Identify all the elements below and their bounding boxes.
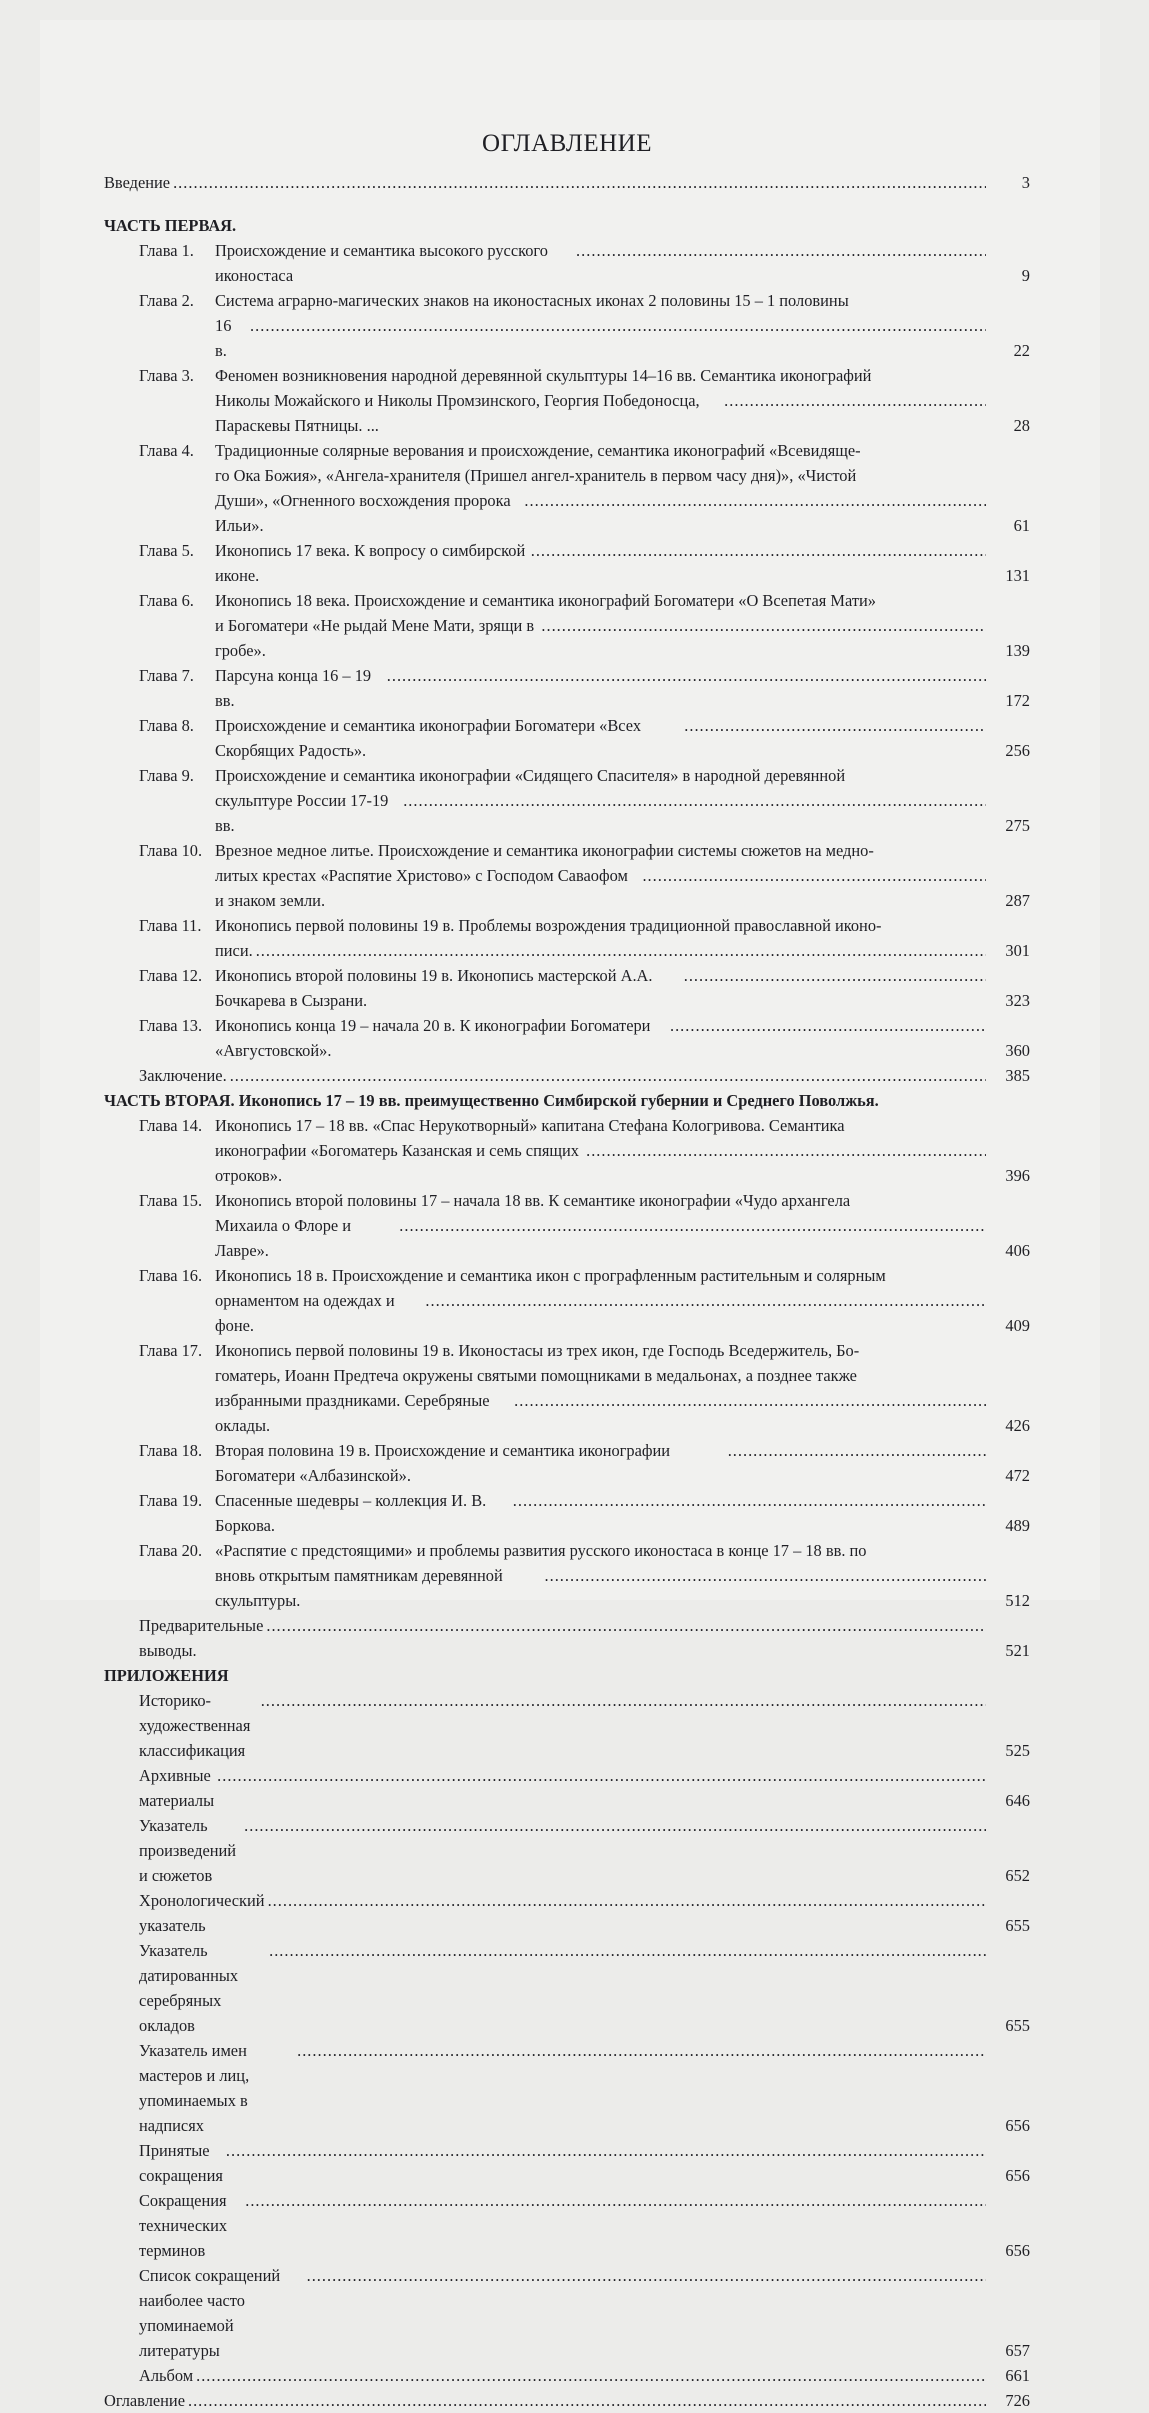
chapter-text (104, 438, 986, 538)
chapter-title-line: Иконопись первой половины 19 в. Иконостасы из трех икон, где Господь Вседержитель, Бо- (215, 1341, 860, 1360)
toc-page-number: 9 (1021, 266, 1030, 285)
toc-entry-label: Архивные материалы (139, 1766, 215, 1810)
chapter-label: Глава 7. (139, 666, 194, 685)
chapter-title-line: Иконопись второй половины 17 – начала 18 вв. К семантике иконографии «Чудо архангела (215, 1191, 851, 1210)
appendix-text (104, 2188, 986, 2263)
toc-entry-toc (104, 2388, 1030, 2413)
toc-page-number: 472 (1005, 1466, 1030, 1485)
toc-entry-label: Сокращения технических терминов (139, 2191, 228, 2260)
chapter-title-last-line (215, 938, 986, 963)
dot-leader (256, 938, 986, 963)
toc-entry-intro (104, 170, 1030, 195)
toc-entry-chapter (104, 1538, 1030, 1613)
toc-entry-chapter (104, 1263, 1030, 1338)
chapter-label: Глава 12. (139, 966, 203, 985)
chapter-title (215, 1263, 986, 1338)
chapter-label: Глава 18. (139, 1441, 203, 1460)
toc-entry-chapter (104, 1488, 1030, 1538)
chapter-title (215, 1188, 986, 1263)
appendix-line (139, 2188, 986, 2263)
dot-leader (196, 2363, 986, 2388)
appendix-line (139, 1688, 986, 1763)
chapter-label: Глава 6. (139, 591, 194, 610)
chapter-title-last-line (215, 613, 986, 663)
chapter-title-last-line (215, 663, 986, 713)
toc-entry-appendix (104, 2188, 1030, 2263)
toc-entry-appendix (104, 2263, 1030, 2363)
chapter-text (104, 538, 986, 588)
toc-entry-chapter (104, 288, 1030, 363)
dot-leader (399, 1213, 986, 1238)
chapter-title-text: Парсуна конца 16 – 19 вв. (215, 666, 372, 710)
toc-page-number: 256 (1005, 741, 1030, 760)
appendix-text (104, 2038, 986, 2138)
toc-entry-appendix (104, 2138, 1030, 2188)
appendix-text (104, 1888, 986, 1938)
toc-page-number: 652 (1005, 1866, 1030, 1885)
dot-leader (684, 713, 986, 738)
chapter-title (215, 838, 986, 913)
toc-entry-label: Указатель датированных серебряных окладов (139, 1941, 239, 2035)
chapter-text (104, 1338, 986, 1438)
toc-page-number: 131 (1005, 566, 1030, 585)
chapter-title-line: Иконопись первой половины 19 в. Проблемы возрождения традиционной православной иконо- (215, 916, 882, 935)
toc-entry-chapter (104, 1338, 1030, 1438)
toc-entry-appendix (104, 2363, 1030, 2388)
dot-leader (541, 613, 986, 638)
dot-leader (425, 1288, 986, 1313)
chapter-title-last-line (215, 1563, 986, 1613)
toc-entry-label: Предварительные выводы. (139, 1616, 264, 1660)
appendix-line (139, 2138, 986, 2188)
toc-entry-label: Заключение. (139, 1066, 227, 1085)
chapter-title-last-line (215, 963, 986, 1013)
toc-entry-label: Указатель имен мастеров и лиц, упоминаемых в надписях (139, 2041, 250, 2135)
appendix-items (104, 1688, 1030, 2388)
toc-entry-appendix (104, 1888, 1030, 1938)
chapter-title-text: Иконопись 17 века. К вопросу о симбирской иконе. (215, 541, 526, 585)
toc-entry-label: Альбом (139, 2366, 194, 2385)
chapter-title-last-line (215, 1213, 986, 1263)
chapter-title (215, 1538, 986, 1613)
chapter-title-text: Иконопись конца 19 – начала 20 в. К иконографии Богоматери «Августовской». (215, 1016, 651, 1060)
chapter-title-text: и Богоматери «Не рыдай Мене Мати, зрящи в гробе». (215, 616, 535, 660)
chapter-label: Глава 17. (139, 1341, 203, 1360)
toc-page-number: 385 (1005, 1066, 1030, 1085)
chapter-title-last-line (215, 863, 986, 913)
chapter-title-line: «Распятие с предстоящими» и проблемы развития русского иконостаса в конце 17 – 18 вв. по (215, 1541, 867, 1560)
chapter-title (215, 1438, 986, 1488)
chapter-text (104, 838, 986, 913)
chapter-title-text: Происхождение и семантика высокого русского иконостаса (215, 241, 548, 285)
chapter-title-text: орнаментом на одеждах и фоне. (215, 1291, 395, 1335)
chapter-text (104, 1538, 986, 1613)
toc-entry-chapter (104, 963, 1030, 1013)
appendix-text (104, 1813, 986, 1888)
chapter-label: Глава 16. (139, 1266, 203, 1285)
toc-page-number: 139 (1005, 641, 1030, 660)
toc-entry-label: Указатель произведений и сюжетов (139, 1816, 237, 1885)
dot-leader (586, 1138, 986, 1163)
dot-leader (724, 388, 986, 413)
toc-page-number: 525 (1005, 1741, 1030, 1760)
chapter-title (215, 1113, 986, 1188)
dot-leader (576, 238, 986, 263)
toc-entry-chapter (104, 538, 1030, 588)
appendix-line (139, 1813, 986, 1888)
chapter-title-text: литых крестах «Распятие Христово» с Господом Саваофом и знаком земли. (215, 866, 628, 910)
chapter-title-last-line (215, 1288, 986, 1338)
dot-leader (173, 170, 986, 195)
toc-page-number: 396 (1005, 1166, 1030, 1185)
dot-leader (188, 2388, 986, 2413)
chapter-title-last-line (215, 538, 986, 588)
chapter-title-line: Феномен возникновения народной деревянной скульптуры 14–16 вв. Семантика иконографий (215, 366, 872, 385)
appendix-line (139, 1938, 986, 2038)
toc-entry-label: Историко-художественная классификация (139, 1691, 251, 1760)
toc-page-number: 360 (1005, 1041, 1030, 1060)
toc-page-number: 655 (1005, 2016, 1030, 2035)
toc-page-number: 661 (1005, 2366, 1030, 2385)
dot-leader (642, 863, 986, 888)
chapter-title-last-line (215, 488, 986, 538)
chapter-title-line: Иконопись 18 века. Происхождение и семантика иконографий Богоматери «О Всепетая Мати» (215, 591, 876, 610)
toc-entry-chapter (104, 588, 1030, 663)
toc-entry-chapter (104, 438, 1030, 538)
dot-leader (307, 2263, 986, 2288)
chapter-title-last-line (215, 713, 986, 763)
chapter-title-line: Система аграрно-магических знаков на иконостасных иконах 2 половины 15 – 1 половины (215, 291, 849, 310)
dot-leader (245, 2188, 986, 2213)
toc-entry-appendix (104, 1688, 1030, 1763)
dot-leader (269, 1938, 986, 1963)
toc-entry-chapter (104, 1438, 1030, 1488)
chapter-title-text: иконографии «Богоматерь Казанская и семь спящих отроков». (215, 1141, 579, 1185)
chapter-text (104, 1113, 986, 1188)
part-two-chapters (104, 1113, 1030, 1613)
dot-leader (297, 2038, 986, 2063)
chapter-label: Глава 14. (139, 1116, 203, 1135)
chapter-title-line: Происхождение и семантика иконографии «Сидящего Спасителя» в народной деревянной (215, 766, 846, 785)
toc-page-number: 655 (1005, 1916, 1030, 1935)
chapter-title-last-line (215, 1438, 986, 1488)
appendix-text (104, 1763, 986, 1813)
chapter-title-last-line (215, 1013, 986, 1063)
chapter-label: Глава 10. (139, 841, 203, 860)
chapter-text (104, 1188, 986, 1263)
chapter-title-text: Михаила о Флоре и Лавре». (215, 1216, 352, 1260)
toc-entry-chapter (104, 363, 1030, 438)
chapter-title-text: скульптуре России 17-19 вв. (215, 791, 389, 835)
chapter-title-text: 16 в. (215, 316, 232, 360)
chapter-title-line: го Ока Божия», «Ангела-хранителя (Пришел ангел-хранитель в первом часу дня)», «Чистой (215, 466, 857, 485)
dot-leader (244, 1813, 986, 1838)
dot-leader (728, 1438, 986, 1463)
toc-entry-preliminary-conclusions (104, 1613, 1030, 1663)
toc-page-number: 656 (1005, 2241, 1030, 2260)
chapter-text (104, 1488, 986, 1538)
appendix-text (104, 1938, 986, 2038)
chapter-text (104, 288, 986, 363)
dot-leader (261, 1688, 986, 1713)
toc-entry-label: Введение (104, 173, 171, 192)
part-two-heading: ЧАСТЬ ВТОРАЯ. Иконопись 17 – 19 вв. преимущественно Симбирской губернии и Среднего Поволжья. (104, 1091, 879, 1110)
toc-entry-chapter (104, 913, 1030, 963)
toc-entry-appendix (104, 1938, 1030, 2038)
page-title: ОГЛАВЛЕНИЕ (482, 130, 652, 157)
toc-page-number: 275 (1005, 816, 1030, 835)
toc-page-number: 426 (1005, 1416, 1030, 1435)
toc-page-number: 646 (1005, 1791, 1030, 1810)
chapter-title-line: Врезное медное литье. Происхождение и семантика иконографии системы сюжетов на медно- (215, 841, 874, 860)
dot-leader (403, 788, 986, 813)
toc-page-number: 489 (1005, 1516, 1030, 1535)
chapter-label: Глава 5. (139, 541, 194, 560)
appendix-line (139, 2363, 986, 2388)
dot-leader (226, 2138, 986, 2163)
chapter-title-last-line (215, 1388, 986, 1438)
dot-leader (545, 1563, 986, 1588)
toc-entry-chapter (104, 713, 1030, 763)
chapter-title (215, 238, 986, 288)
chapter-title-text: Николы Можайского и Николы Промзинского, Георгия Победоносца, Параскевы Пятницы. ... (215, 391, 700, 435)
appendix-line (139, 2038, 986, 2138)
dot-leader (670, 1013, 986, 1038)
chapter-title-text: Иконопись второй половины 19 в. Иконопись мастерской А.А. Бочкарева в Сызрани. (215, 966, 653, 1010)
toc-entry-conclusion (104, 1063, 1030, 1088)
dot-leader (250, 313, 986, 338)
table-of-contents (104, 130, 1030, 2413)
chapter-title (215, 663, 986, 713)
chapter-text (104, 238, 986, 288)
chapter-title-last-line (215, 388, 986, 438)
toc-page-number: 726 (1005, 2391, 1030, 2410)
toc-entry-appendix (104, 2038, 1030, 2138)
toc-page-number: 301 (1005, 941, 1030, 960)
chapter-text (104, 963, 986, 1013)
dot-leader (684, 963, 986, 988)
dot-leader (513, 1488, 986, 1513)
toc-page-number: 409 (1005, 1316, 1030, 1335)
chapter-title-text: избранными праздниками. Серебряные оклады. (215, 1391, 490, 1435)
dot-leader (524, 488, 986, 513)
toc-entry-chapter (104, 1188, 1030, 1263)
chapter-title-text: Души», «Огненного восхождения пророка Ильи». (215, 491, 511, 535)
chapter-title-text: Спасенные шедевры – коллекция И. В. Боркова. (215, 1491, 487, 1535)
part-one-heading: ЧАСТЬ ПЕРВАЯ. (104, 216, 237, 235)
toc-page-number: 657 (1005, 2341, 1030, 2360)
chapter-text (104, 1013, 986, 1063)
chapter-text (104, 663, 986, 713)
toc-page-number: 512 (1005, 1591, 1030, 1610)
chapter-title-line: Традиционные солярные верования и происхождение, семантика иконографий «Всевидяще- (215, 441, 861, 460)
toc-page-number: 406 (1005, 1241, 1030, 1260)
toc-entry-chapter (104, 838, 1030, 913)
chapter-title (215, 363, 986, 438)
chapter-title-line: Иконопись 17 – 18 вв. «Спас Нерукотворный» капитана Стефана Кологривова. Семантика (215, 1116, 845, 1135)
toc-entry-appendix (104, 1763, 1030, 1813)
dot-leader (268, 1888, 986, 1913)
toc-page-number: 287 (1005, 891, 1030, 910)
chapter-title-text: Вторая половина 19 в. Происхождение и семантика иконографии Богоматери «Албазинской». (215, 1441, 671, 1485)
toc-page-number: 521 (1005, 1641, 1030, 1660)
chapter-title (215, 538, 986, 588)
chapter-title (215, 913, 986, 963)
toc-entry-label: Хронологический указатель (139, 1891, 265, 1935)
toc-entry-chapter (104, 663, 1030, 713)
appendix-heading: ПРИЛОЖЕНИЯ (104, 1666, 229, 1685)
chapter-label: Глава 15. (139, 1191, 203, 1210)
toc-page-number: 323 (1005, 991, 1030, 1010)
dot-leader (514, 1388, 986, 1413)
chapter-title (215, 1488, 986, 1538)
chapter-label: Глава 2. (139, 291, 194, 310)
chapter-title-line: Иконопись 18 в. Происхождение и семантика икон с прографленным растительным и солярным (215, 1266, 886, 1285)
appendix-text (104, 2263, 986, 2363)
toc-page-number: 656 (1005, 2116, 1030, 2135)
dot-leader (266, 1613, 986, 1638)
chapter-title (215, 763, 986, 838)
chapter-text (104, 588, 986, 663)
chapter-title (215, 588, 986, 663)
chapter-title (215, 713, 986, 763)
toc-page-number: 28 (1013, 416, 1030, 435)
chapter-text (104, 913, 986, 963)
appendix-line (139, 1888, 986, 1938)
chapter-label: Глава 4. (139, 441, 194, 460)
appendix-text (104, 2363, 986, 2388)
appendix-line (139, 1763, 986, 1813)
chapter-text (104, 713, 986, 763)
chapter-text (104, 363, 986, 438)
toc-entry-chapter (104, 1013, 1030, 1063)
chapter-title (215, 288, 986, 363)
toc-page-number: 656 (1005, 2166, 1030, 2185)
chapter-title-last-line (215, 238, 986, 288)
chapter-title (215, 1013, 986, 1063)
chapter-title-text: писи. (215, 941, 253, 960)
appendix-line (139, 2263, 986, 2363)
dot-leader (387, 663, 986, 688)
toc-entry-chapter (104, 763, 1030, 838)
chapter-label: Глава 13. (139, 1016, 203, 1035)
chapter-text (104, 1263, 986, 1338)
chapter-title-text: вновь открытым памятникам деревянной скульптуры. (215, 1566, 503, 1610)
chapter-text (104, 763, 986, 838)
toc-entry-label: Оглавление (104, 2391, 185, 2410)
chapter-title-line: гоматерь, Иоанн Предтеча окружены святыми помощниками в медальонах, а позднее также (215, 1366, 857, 1385)
appendix-text (104, 2138, 986, 2188)
chapter-label: Глава 8. (139, 716, 194, 735)
toc-entry-appendix (104, 1813, 1030, 1888)
chapter-label: Глава 19. (139, 1491, 203, 1510)
chapter-title (215, 438, 986, 538)
toc-entry-chapter (104, 1113, 1030, 1188)
chapter-title (215, 1338, 986, 1438)
chapter-title-last-line (215, 313, 986, 363)
toc-entry-label: Список сокращений наиболее часто упоминаемой литературы (139, 2266, 281, 2360)
toc-page-number: 61 (1013, 516, 1030, 535)
chapter-label: Глава 9. (139, 766, 194, 785)
chapter-label: Глава 3. (139, 366, 194, 385)
appendix-text (104, 1688, 986, 1763)
chapter-title (215, 963, 986, 1013)
toc-page-number: 22 (1013, 341, 1030, 360)
chapter-text (104, 1438, 986, 1488)
dot-leader (531, 538, 986, 563)
chapter-title-last-line (215, 1488, 986, 1538)
chapter-title-last-line (215, 788, 986, 838)
toc-page-number: 3 (1021, 173, 1030, 192)
chapter-label: Глава 1. (139, 241, 194, 260)
part-one-chapters (104, 238, 1030, 1063)
dot-leader (230, 1063, 986, 1088)
chapter-label: Глава 11. (139, 916, 202, 935)
chapter-title-text: Происхождение и семантика иконографии Богоматери «Всех Скорбящих Радость». (215, 716, 642, 760)
toc-entry-chapter (104, 238, 1030, 288)
dot-leader (217, 1763, 986, 1788)
chapter-title-last-line (215, 1138, 986, 1188)
chapter-label: Глава 20. (139, 1541, 203, 1560)
toc-entry-label: Принятые сокращения (139, 2141, 223, 2185)
toc-page-number: 172 (1005, 691, 1030, 710)
